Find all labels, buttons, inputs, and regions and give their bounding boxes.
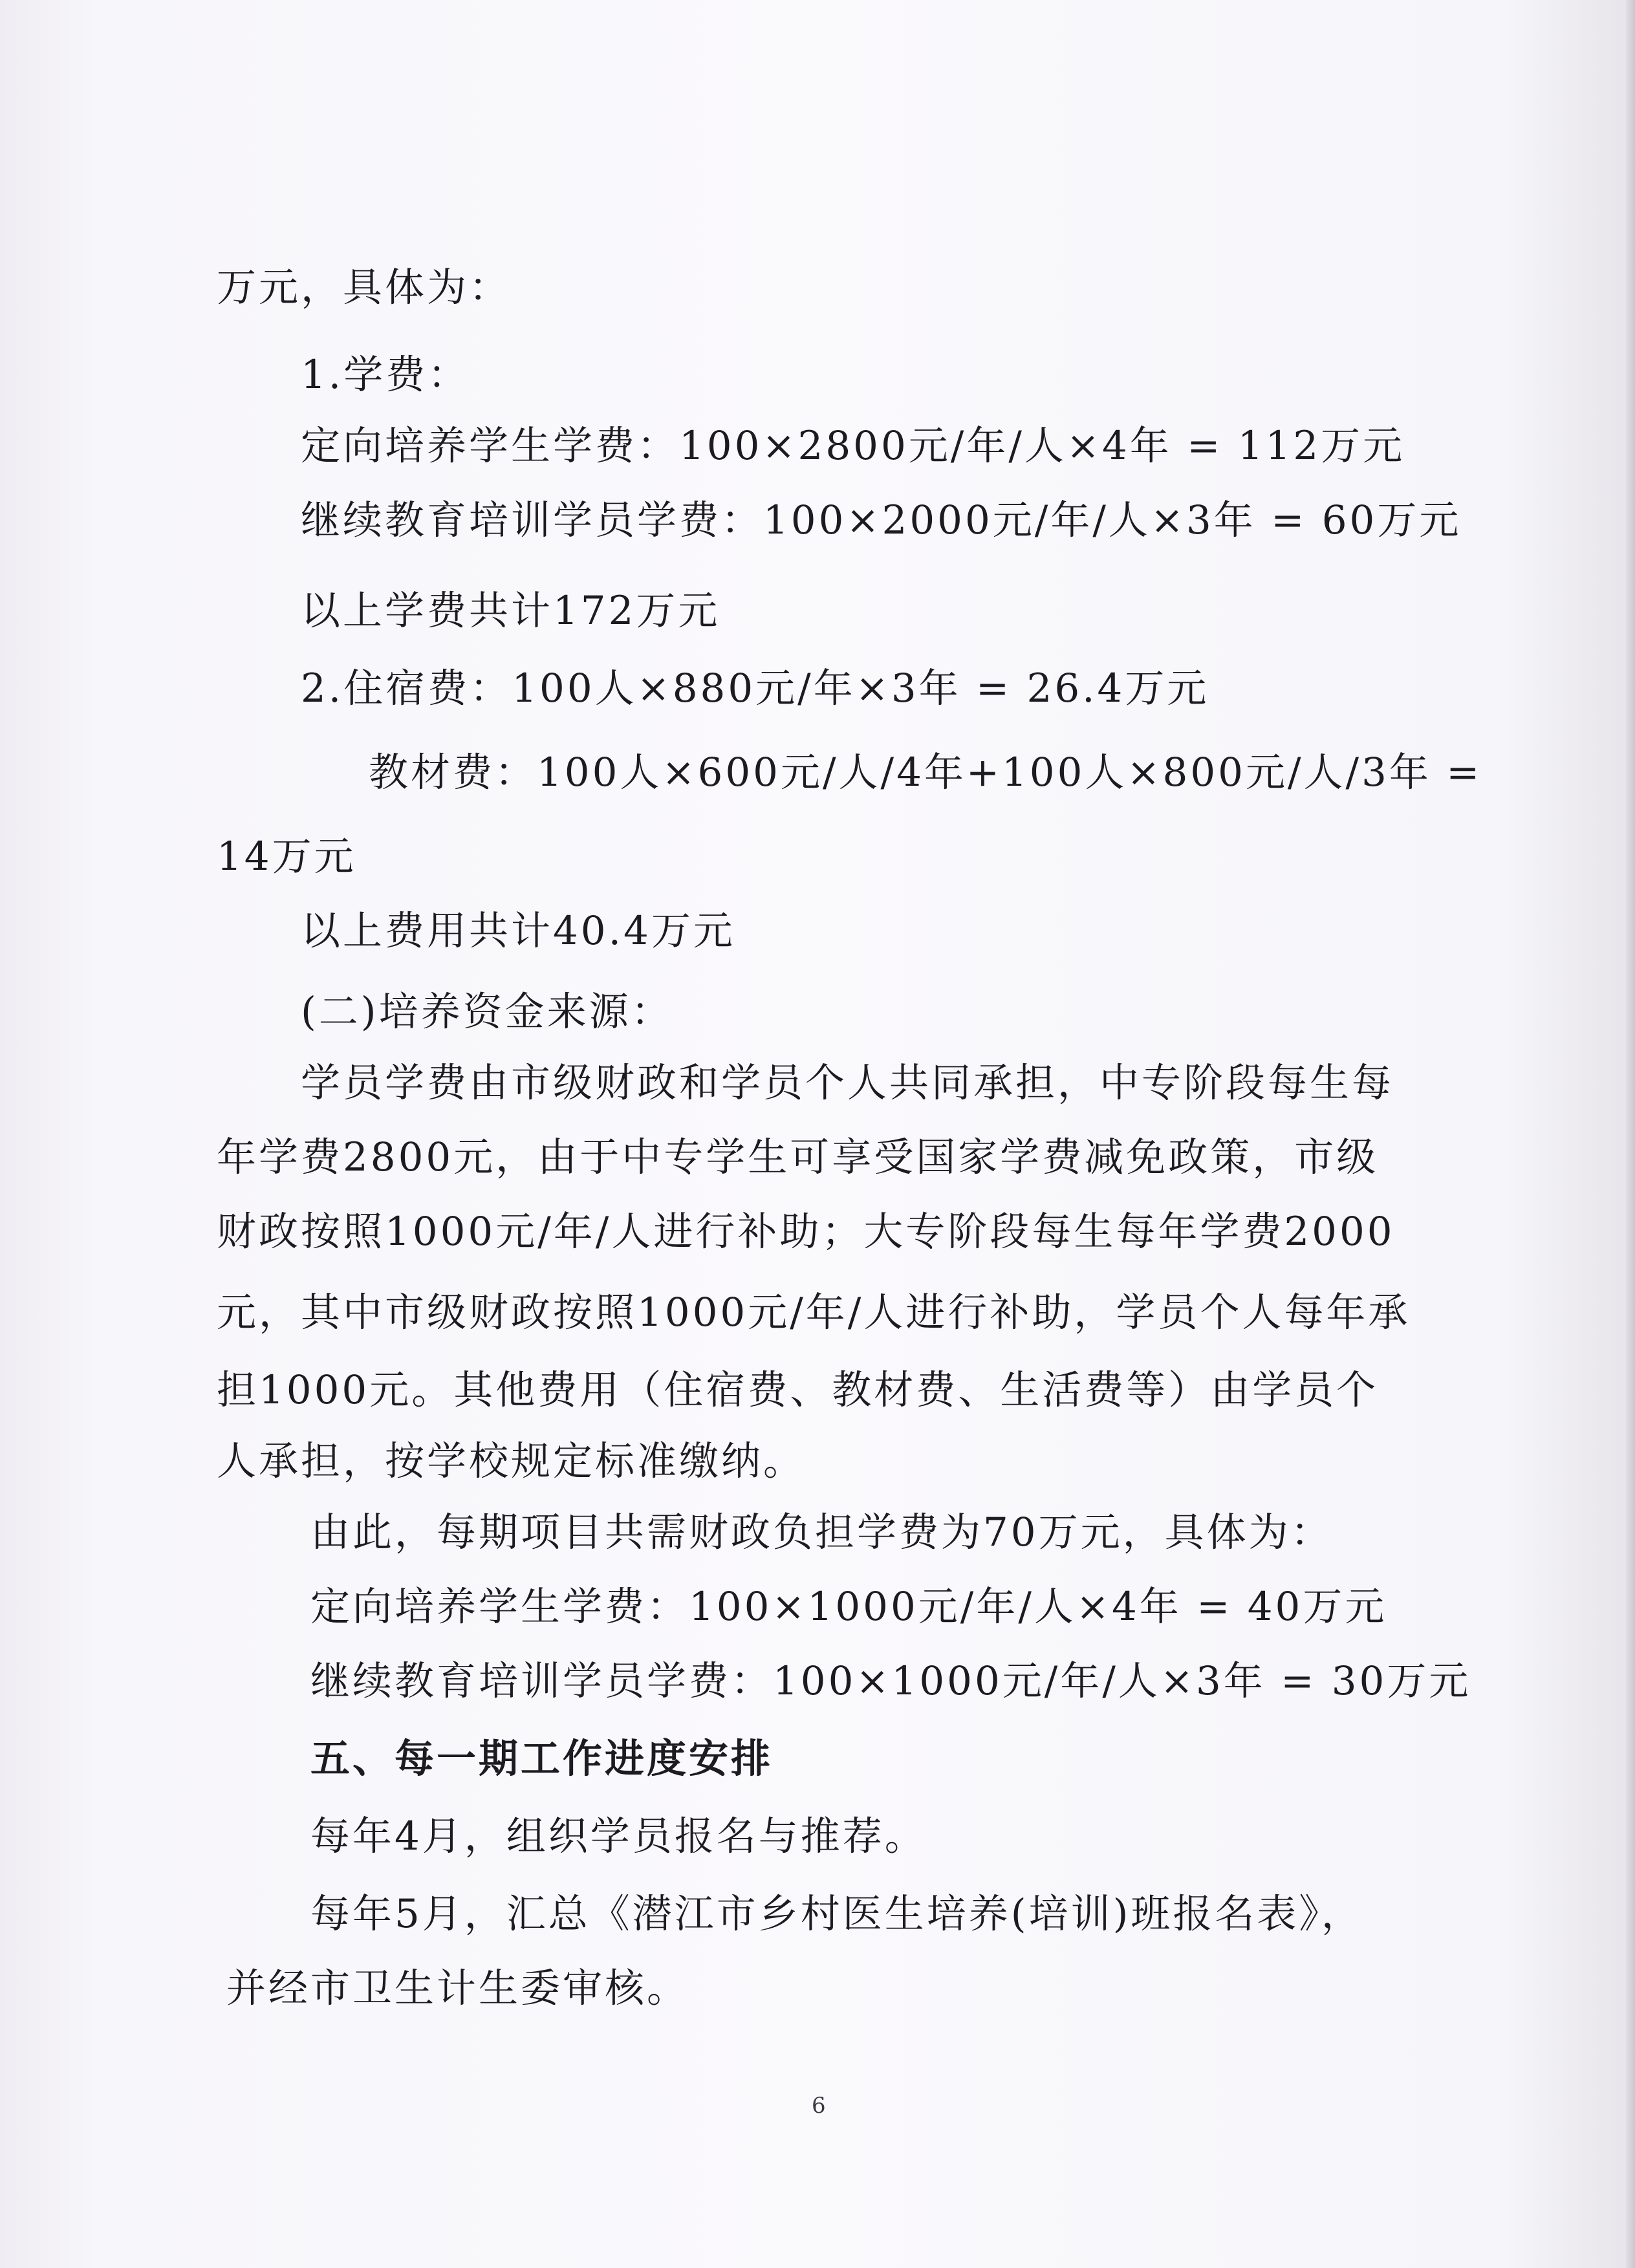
paragraph-line: 年学费2800元，由于中专学生可享受国家学费减免政策，市级	[217, 1134, 1379, 1180]
text-line: 1.学费：	[301, 352, 470, 398]
text-line: 万元，具体为：	[217, 265, 512, 310]
text-line: 14万元	[217, 834, 356, 880]
page-edge	[1626, 0, 1635, 2268]
text-line: 继续教育培训学员学费：100×2000元/年/人×3年 = 60万元	[301, 497, 1462, 543]
text-line: 定向培养学生学费：100×1000元/年/人×4年 = 40万元	[310, 1584, 1387, 1630]
paragraph-line: 担1000元。其他费用（住宿费、教材费、生活费等）由学员个	[217, 1367, 1379, 1413]
section-heading: 五、每一期工作进度安排	[310, 1736, 774, 1782]
text-line: 继续教育培训学员学费：100×1000元/年/人×3年 = 30万元	[310, 1658, 1471, 1704]
text-line: 定向培养学生学费：100×2800元/年/人×4年 = 112万元	[301, 423, 1405, 469]
text-line: 每年4月，组织学员报名与推荐。	[310, 1813, 927, 1859]
page-number: 6	[812, 2093, 826, 2119]
text-line: 教材费：100人×600元/人/4年+100人×800元/人/3年 =	[369, 750, 1482, 795]
text-line: 由此，每期项目共需财政负担学费为70万元，具体为：	[310, 1509, 1333, 1555]
text-line: 以上学费共计172万元	[301, 588, 720, 634]
paragraph-line: 元，其中市级财政按照1000元/年/人进行补助，学员个人每年承	[217, 1290, 1411, 1335]
text-line: 2.住宿费：100人×880元/年×3年 = 26.4万元	[301, 665, 1209, 711]
paragraph-line: 学员学费由市级财政和学员个人共同承担，中专阶段每生每	[301, 1060, 1394, 1106]
text-line: 并经市卫生计生委审核。	[226, 1965, 689, 2011]
section-heading: (二)培养资金来源：	[301, 989, 673, 1035]
paragraph-line: 人承担，按学校规定标准缴纳。	[217, 1438, 806, 1484]
text-line: 每年5月，汇总《潜江市乡村医生培养(培训)班报名表》，	[310, 1891, 1363, 1937]
paragraph-line: 财政按照1000元/年/人进行补助；大专阶段每生每年学费2000	[217, 1209, 1395, 1255]
text-line: 以上费用共计40.4万元	[301, 908, 735, 954]
